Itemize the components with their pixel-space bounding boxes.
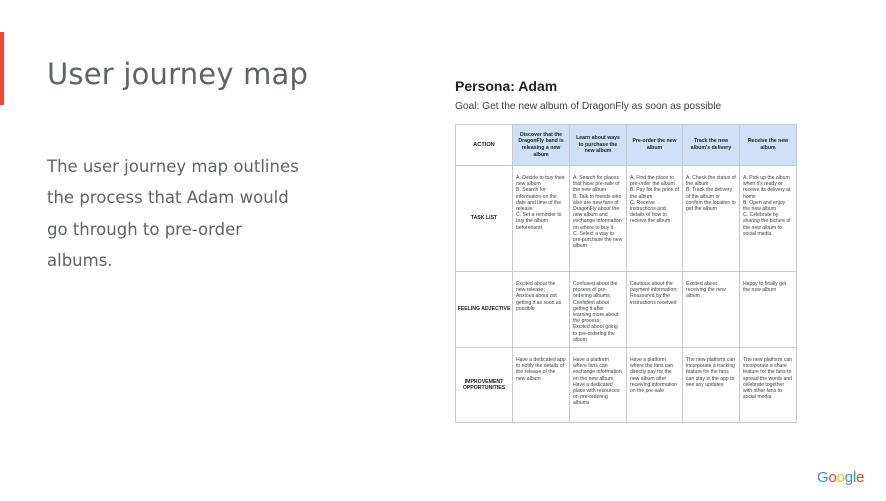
table-cell: Cautious about the payment information; Reassured by the instructions received [627, 272, 683, 348]
table-row [456, 348, 797, 423]
stage-header: Learn about ways to purchase the new album [570, 125, 627, 166]
table-cell: A. Search for places that have pre-sale of the new album B. Talk to friends who also are new fans of DragonFly about the new album and exchange information on where to buy it C. Select a way to pre-purchase the new album [570, 166, 627, 272]
stage-header: Discover that the DragonFly band is releasing a new album [513, 125, 570, 166]
persona-heading: Persona: Adam [455, 78, 558, 94]
action-header: ACTION [456, 125, 513, 166]
google-logo-letter: o [836, 469, 845, 486]
row-label-feeling-adjective: FEELING ADJECTIVE [456, 272, 513, 348]
row-label-task-list: TASK LIST [456, 166, 513, 272]
slide-body-text: The user journey map outlines the process that Adam would go through to pre-order albums. [47, 157, 299, 270]
slide-title: User journey map [47, 57, 309, 91]
accent-bar [0, 32, 4, 105]
table-cell: Have a dedicated app to notify the details of the release of the new album [513, 348, 570, 423]
persona-goal: Goal: Get the new album of DragonFly as soon as possible [455, 101, 722, 112]
stage-header: Pre-order the new album [627, 125, 683, 166]
google-logo-letter: l [852, 469, 857, 486]
table-cell: A. Decide to buy their new album B. Search for information on the date and time of the release C. Set a reminder to buy the album beforehand [513, 166, 570, 272]
table-row [456, 166, 797, 272]
table-cell: Have a platform where the fans can directly pay for the new album after receiving information on the pre-sale [627, 348, 683, 423]
journey-map-table [455, 124, 797, 423]
table-cell: The new platform can incorporate a share feature for the fans to spread the words and celebrate together with other fans to social media [740, 348, 797, 423]
table-header-row [456, 125, 797, 166]
google-logo-letter: G [817, 469, 829, 486]
stage-header: Receive the new album [740, 125, 797, 166]
stage-header: Track the new album's delivery [683, 125, 740, 166]
table-cell: Excited about the new release; Anxious about not getting it as soon as possible [513, 272, 570, 348]
table-cell: The new platform can incorporate a tracking feature for the fans can stay in the app to see any updates [683, 348, 740, 423]
table-cell: A. Find the place to pre-order the album B. Pay for the price of the album C. Receive instructions and details of how to receive the album [627, 166, 683, 272]
table-cell: Have a platform where fans can exchange information on the new album; Have a dedicated place with resources on pre-ordering albums [570, 348, 627, 423]
google-logo-letter: e [856, 469, 865, 486]
row-label-improvement-opportunities: IMPROVEMENT OPPORTUNITIES [456, 348, 513, 423]
table-cell: A. Check the status of the album B. Track the delivery of the album or confirm the location to get the album [683, 166, 740, 272]
google-logo-letter: g [844, 469, 853, 486]
table-cell: A. Pick up the album when it's ready or receive its delivery at home B. Open and enjoy the new album C. Celebrate by sharing the picture of the new album to social media [740, 166, 797, 272]
table-cell: Happy to finally get the new album [740, 272, 797, 348]
google-logo [817, 469, 864, 486]
table-cell: Confused about the process of pre-ordering albums; Confident about getting it after learning more about the process; Excited about going to pre-ordering the album [570, 272, 627, 348]
table-row [456, 272, 797, 348]
table-cell: Excited about receiving the new album [683, 272, 740, 348]
google-logo-letter: o [828, 469, 837, 486]
